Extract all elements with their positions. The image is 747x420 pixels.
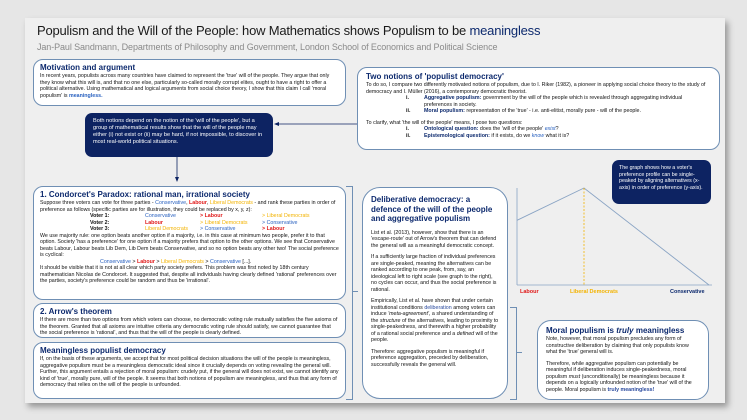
condorcet-heading: 1. Condorcet's Paradox: rational man, irrational society [40, 190, 250, 199]
voter-row: Voter 2: Labour > Liberal Democrats > Conservative [90, 219, 298, 226]
notion-item: i. Aggregative populism: government by the will of the people which is revealed through aggregating individual preferences in society. [406, 95, 683, 108]
callout-will-of-people: Both notions depend on the notion of the 'will of the people', but a group of mathematical results show that the will of the people may either (i) not exist or (ii) may be hard, if not impossible, to discover in most real-world political situations. [85, 113, 273, 157]
question-item: i. Ontological question: does the 'will of the people' exist? [406, 126, 559, 132]
moral-p2: Therefore, while aggregative populism can potentially be meaningful if deliberation induces single-peakedness, moral populism must (unconditionally) be meaningless because it depends on a logically unfounded notion of the 'true' will of the people. Moral populism is truly meaningless! [546, 360, 692, 393]
motivation-highlight: meaningless. [69, 92, 103, 99]
deliberative-p1: List et al. (2013), however, show that there is an 'escape-route' out of Arrow's theorem that can defend the general will as a meaningful democratic concept. [371, 229, 497, 249]
bracket-middle-group [510, 307, 517, 400]
voter-preferences [40, 213, 339, 233]
bracket-left-group [346, 186, 353, 400]
arrow-box [33, 303, 346, 338]
voter-row: Voter 1: Conservative > Labour > Liberal Democrats [90, 213, 310, 219]
bracket-tick [352, 291, 358, 292]
two-notions-box [357, 67, 720, 150]
notions-list [406, 95, 711, 115]
condorcet-box [33, 186, 346, 300]
x-tick-label-labour: Labour [520, 289, 539, 295]
meaningless-box [33, 342, 346, 399]
meaningless-text: If, on the basis of these arguments, we accept that for most political decision situations the will of the people is meaningless, aggregative populism must be a meaningless democratic ideal since it crucially depends on voting revealing the general will. Further, this argument entails a rejection of moral populism: crudely put, if the general will does not exist, we cannot identify any kind of 'true', morally pure, will of the people. It seems that both notions of populism are meaningless, and thus that any form of democracy that relies on the will of the people is unfounded. [40, 356, 339, 388]
cyclical-preference: Conservative > Labour > Liberal Democrats > Conservative [...]. [100, 258, 252, 265]
notion-item: ii. Moral populism: representation of the 'true' - i.e. anti-elitist, morally pure - will of the people. [406, 108, 641, 114]
clarify-text: To clarify, what 'the will of the people' means, I pose two questions: [366, 119, 523, 126]
x-tick-label-conservative: Conservative [670, 289, 705, 295]
arrow-text: If there are more than two options from which voters can choose, no democratic voting rule mutually satisfies the five axioms of the theorem. Granted that all axioms are intuitive criteria any democratic voting rule should satisfy, we cannot guarantee that the social preference is 'rational', and thus that the will of the people is clearly defined. [40, 317, 338, 336]
motivation-text: In recent years, populists across many countries have claimed to represent the 'true' will of the people. They argue that only they know what this will is, and that no one else, particularly so-called morally corrupt elites, ought to have a right to offer a political alternative. Using mathematical and logical arguments from social choice theory, I show that this claim I call 'moral populism' is meaningless. [40, 73, 330, 99]
two-notions-heading: Two notions of 'populist democracy' [366, 72, 504, 81]
condorcet-conclusion: It should be visible that it is not at all clear which party society prefers. This problem was first noted by 18th century mathematician Nicolas de Condorcet. It suggested that, despite all individuals having clearly defined 'rational' preferences over the parties, society's preference could be random and thus be 'irrational'. [40, 265, 337, 284]
moral-box [537, 320, 709, 400]
questions-list [406, 126, 711, 139]
meaningless-heading: Meaningless populist democracy [40, 346, 166, 355]
deliberative-p3: Empirically, List et al. have shown that under certain institutional conditions deliberation among voters can induce 'meta-agreement', a shared understanding of the structure of the alternatives, leading to proximity to single-peakedness, and therewith a higher probability of a rational social preference and a defined will of the people. [371, 298, 499, 343]
deliberative-p2: If a sufficiently large fraction of individual preferences are single-peaked, meaning the alternatives can be ranked according to one peak, from, say, an ideological left to right scale (see graph to the right), no cycles can occur, and thus the social preference is rational. [371, 254, 497, 293]
voter-row: Voter 3: Liberal Democrats > Conservative > Labour [90, 226, 285, 232]
moral-heading: Moral populism is truly meaningless [546, 326, 685, 335]
condorcet-intro: Suppose three voters can vote for three parties - Conservative, Labour, Liberal Democrats - and rank these parties in order of preference as follows (specific parties are for illustration, they could be replaced by x, y, z): [40, 200, 336, 213]
poster-title [37, 23, 540, 38]
deliberative-box [362, 187, 508, 399]
motivation-heading: Motivation and argument [40, 63, 136, 72]
deliberative-heading: Deliberative democracy: a defence of the will of the people and aggregative populism [371, 195, 493, 223]
condorcet-majority-rule: We use majority rule: one option beats another option if a majority, i.e. in this case at minimum two people, prefer it to that option. Society 'has a preference' for one option if a majority prefers that option to the other options. We see that Conservative beats Labour, Labour beats Lib Dem, Lib Dem beats Conservative, and so no option beats any other two! The social preference is cyclical: [40, 232, 339, 258]
two-notions-intro: To do so, I compare two differently motivated notions of populism, due to I. Riker (1982), a pioneer in applying social choice theory to the study of democracy and I. Müller (2016), a contemporary democratic theorist. [366, 82, 706, 95]
arrow-heading: 2. Arrow's theorem [40, 307, 112, 316]
title-highlight: meaningless [469, 23, 541, 38]
moral-p1: Note, however, that moral populism precludes any form of constructive deliberation by claiming that only populists know what the 'true' general will is. [546, 336, 689, 355]
graph-callout: The graph shows how a voter's preference profile can be single-peaked by aligning alternatives (x-axis) in order of preference (y-axis). [612, 160, 711, 204]
poster-subtitle: Jan-Paul Sandmann, Departments of Philosophy and Government, London School of Economics and Political Science [37, 42, 498, 52]
x-tick-label-libdem: Liberal Democrats [570, 289, 618, 295]
question-item: ii. Epistemological question: if it exists, do we know what it is? [406, 132, 570, 139]
deliberative-p4: Therefore: aggregative populism is meaningful if preference aggregation, preceded by deliberation, successfully reveals the general will. [371, 348, 489, 368]
bracket-tick [516, 352, 522, 353]
title-text: Populism and the Will of the People: how Mathematics shows Populism to be [37, 23, 467, 38]
motivation-box [33, 59, 346, 106]
